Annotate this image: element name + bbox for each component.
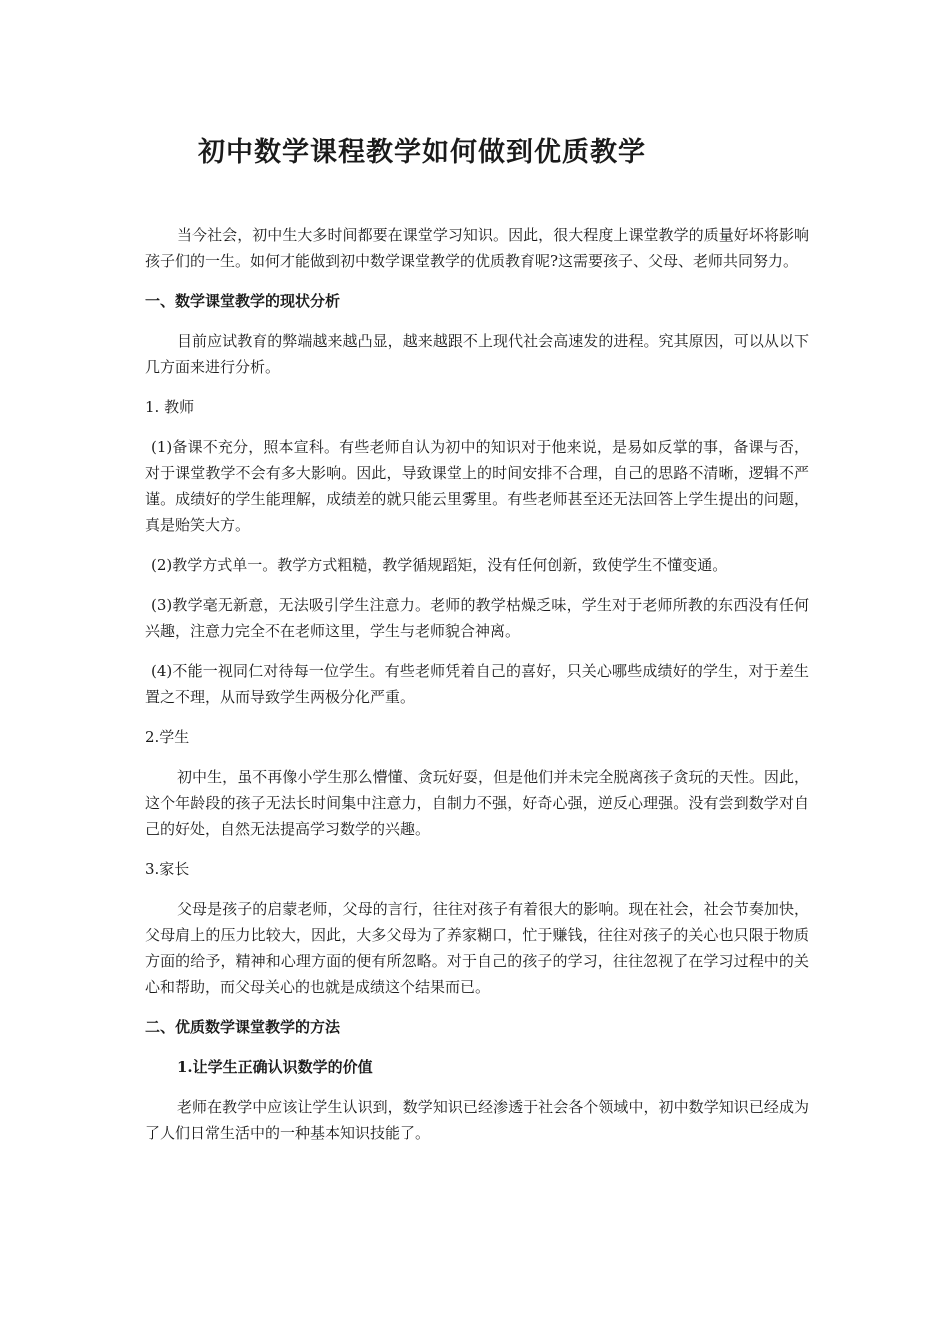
- teacher-point-2: (2)教学方式单一。教学方式粗糙，教学循规蹈矩，没有任何创新，致使学生不懂变通。: [151, 556, 728, 574]
- subsection-student: 2.学生: [145, 728, 190, 746]
- parent-paragraph: 父母是孩子的启蒙老师，父母的言行，往往对孩子有着很大的影响。现在社会，社会节奏加快，父母肩上的压力比较大，因此，大多父母为了养家糊口，忙于赚钱，往往对孩子的关心也只限于物质方面的给予，精神和心理方面的便有所忽略。对于自己的孩子的学习，往往忽视了在学习过程中的关心和帮助，而父母关心的也就是成绩这个结果而已。: [145, 900, 809, 996]
- method-paragraph-1: 老师在教学中应该让学生认识到，数学知识已经渗透于社会各个领域中，初中数学知识已经成为了人们日常生活中的一种基本知识技能了。: [145, 1098, 809, 1142]
- teacher-point-1: (1)备课不充分，照本宣科。有些老师自认为初中的知识对于他来说，是易如反掌的事，备课与否，对于课堂教学不会有多大影响。因此，导致课堂上的时间安排不合理，自己的思路不清晰，逻辑不严谨。成绩好的学生能理解，成绩差的就只能云里雾里。有些老师甚至还无法回答上学生提出的问题，真是贻笑大方。: [145, 438, 809, 534]
- student-paragraph: 初中生，虽不再像小学生那么懵懂、贪玩好耍，但是他们并未完全脱离孩子贪玩的天性。因此，这个年龄段的孩子无法长时间集中注意力，自制力不强，好奇心强，逆反心理强。没有尝到数学对自己的好处，自然无法提高学习数学的兴趣。: [145, 768, 809, 838]
- subsection-teacher: 1. 教师: [145, 398, 195, 416]
- intro-paragraph: 当今社会，初中生大多时间都要在课堂学习知识。因此，很大程度上课堂教学的质量好坏将影响孩子们的一生。如何才能做到初中数学课堂教学的优质教育呢?这需要孩子、父母、老师共同努力。: [145, 226, 809, 270]
- subsection-parent: 3.家长: [145, 860, 190, 878]
- section-heading-2: 二、优质数学课堂教学的方法: [145, 1018, 341, 1036]
- teacher-point-4: (4)不能一视同仁对待每一位学生。有些老师凭着自己的喜好，只关心哪些成绩好的学生，对于差生置之不理，从而导致学生两极分化严重。: [145, 662, 809, 706]
- section-heading-1: 一、数学课堂教学的现状分析: [145, 292, 341, 310]
- teacher-point-3: (3)教学毫无新意，无法吸引学生注意力。老师的教学枯燥乏味，学生对于老师所教的东西没有任何兴趣，注意力完全不在老师这里，学生与老师貌合神离。: [145, 596, 809, 640]
- document-title: 初中数学课程教学如何做到优质教学: [198, 137, 646, 168]
- document-body: [145, 222, 809, 1160]
- method-heading-1: 1.让学生正确认识数学的价值: [177, 1058, 373, 1076]
- paragraph-status: 目前应试教育的弊端越来越凸显，越来越跟不上现代社会高速发的进程。究其原因，可以从以下几方面来进行分析。: [145, 332, 809, 376]
